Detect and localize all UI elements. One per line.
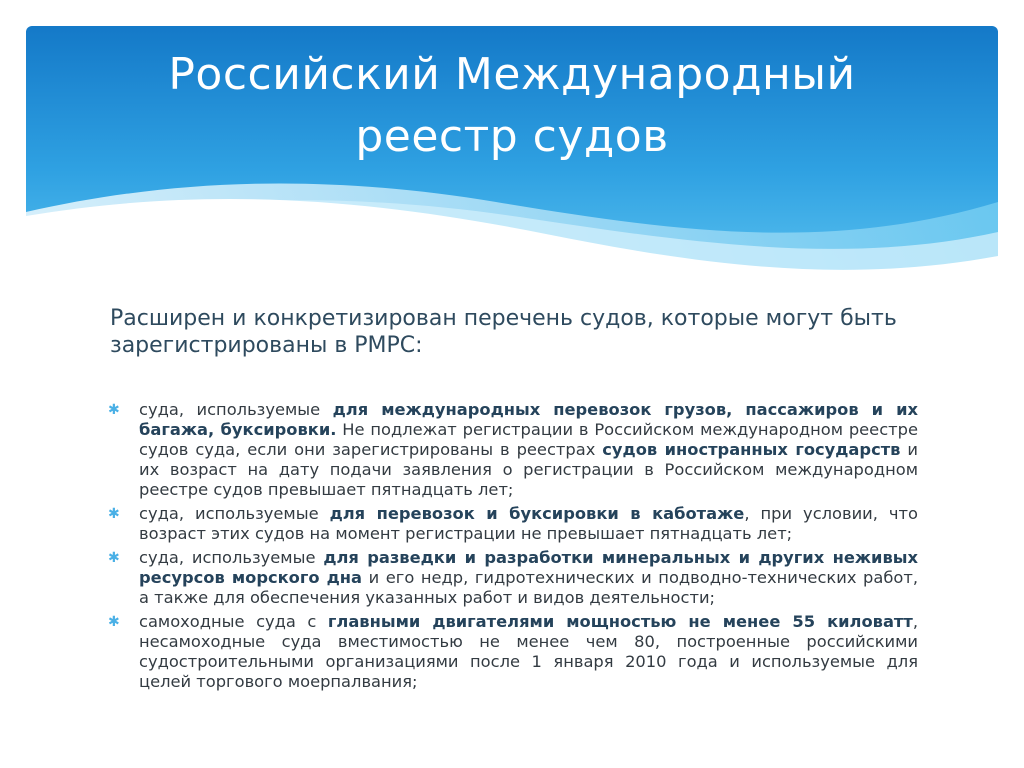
bullet-text: , при условии, что возраст этих судов на момент регистрации не превышает пятнадцать лет; [139,504,918,543]
bullet-text: самоходные суда с [139,612,328,631]
bullet-text: суда, используемые [139,504,330,523]
bullet-asterisk-icon: ✱ [108,506,120,522]
title-line-1: Российский Международный [168,49,856,100]
bullet-list [108,400,918,696]
bullet-item [108,400,918,500]
bullet-emphasis: для перевозок и буксировки в каботаже [329,504,745,523]
bullet-emphasis: для разведки и разработки минеральных и других неживых ресурсов морского дна [139,548,918,587]
bullet-text: суда, используемые [139,548,324,567]
bullet-asterisk-icon: ✱ [108,550,120,566]
bullet-item [108,504,918,544]
lead-paragraph: Расширен и конкретизирован перечень судов, которые могут быть зарегистрированы в РМРС: [110,306,897,358]
bullet-text: Не подлежат регистрации в Российском международном реестре судов суда, если они зарегистрированы в реестрах [139,420,918,459]
slide-title [26,44,998,168]
bullet-text: и их возраст на дату подачи заявления о регистрации в Российском международном реестре судов превышает пятнадцать лет; [139,440,918,499]
bullet-emphasis: главными двигателями мощностью не менее 55 киловатт [327,612,913,631]
bullet-text: суда, используемые [139,400,333,419]
bullet-text: и его недр, гидротехнических и подводно-технических работ, а также для обеспечения указанных работ и видов деятельности; [139,568,919,607]
bullet-text: , несамоходные суда вместимостью не менее чем 80, построенные российскими судостроительными организациями после 1 января 2010 года и используемые для целей торгового моерпалвания; [139,612,918,691]
bullet-asterisk-icon: ✱ [108,614,120,630]
bullet-emphasis: для международных перевозок грузов, пассажиров и их багажа, буксировки. [139,400,918,439]
bullet-asterisk-icon: ✱ [108,402,120,418]
title-line-2: реестр судов [355,111,669,162]
bullet-item [108,548,918,608]
bullet-emphasis: судов иностранных государств [602,440,901,459]
bullet-item [108,612,918,692]
